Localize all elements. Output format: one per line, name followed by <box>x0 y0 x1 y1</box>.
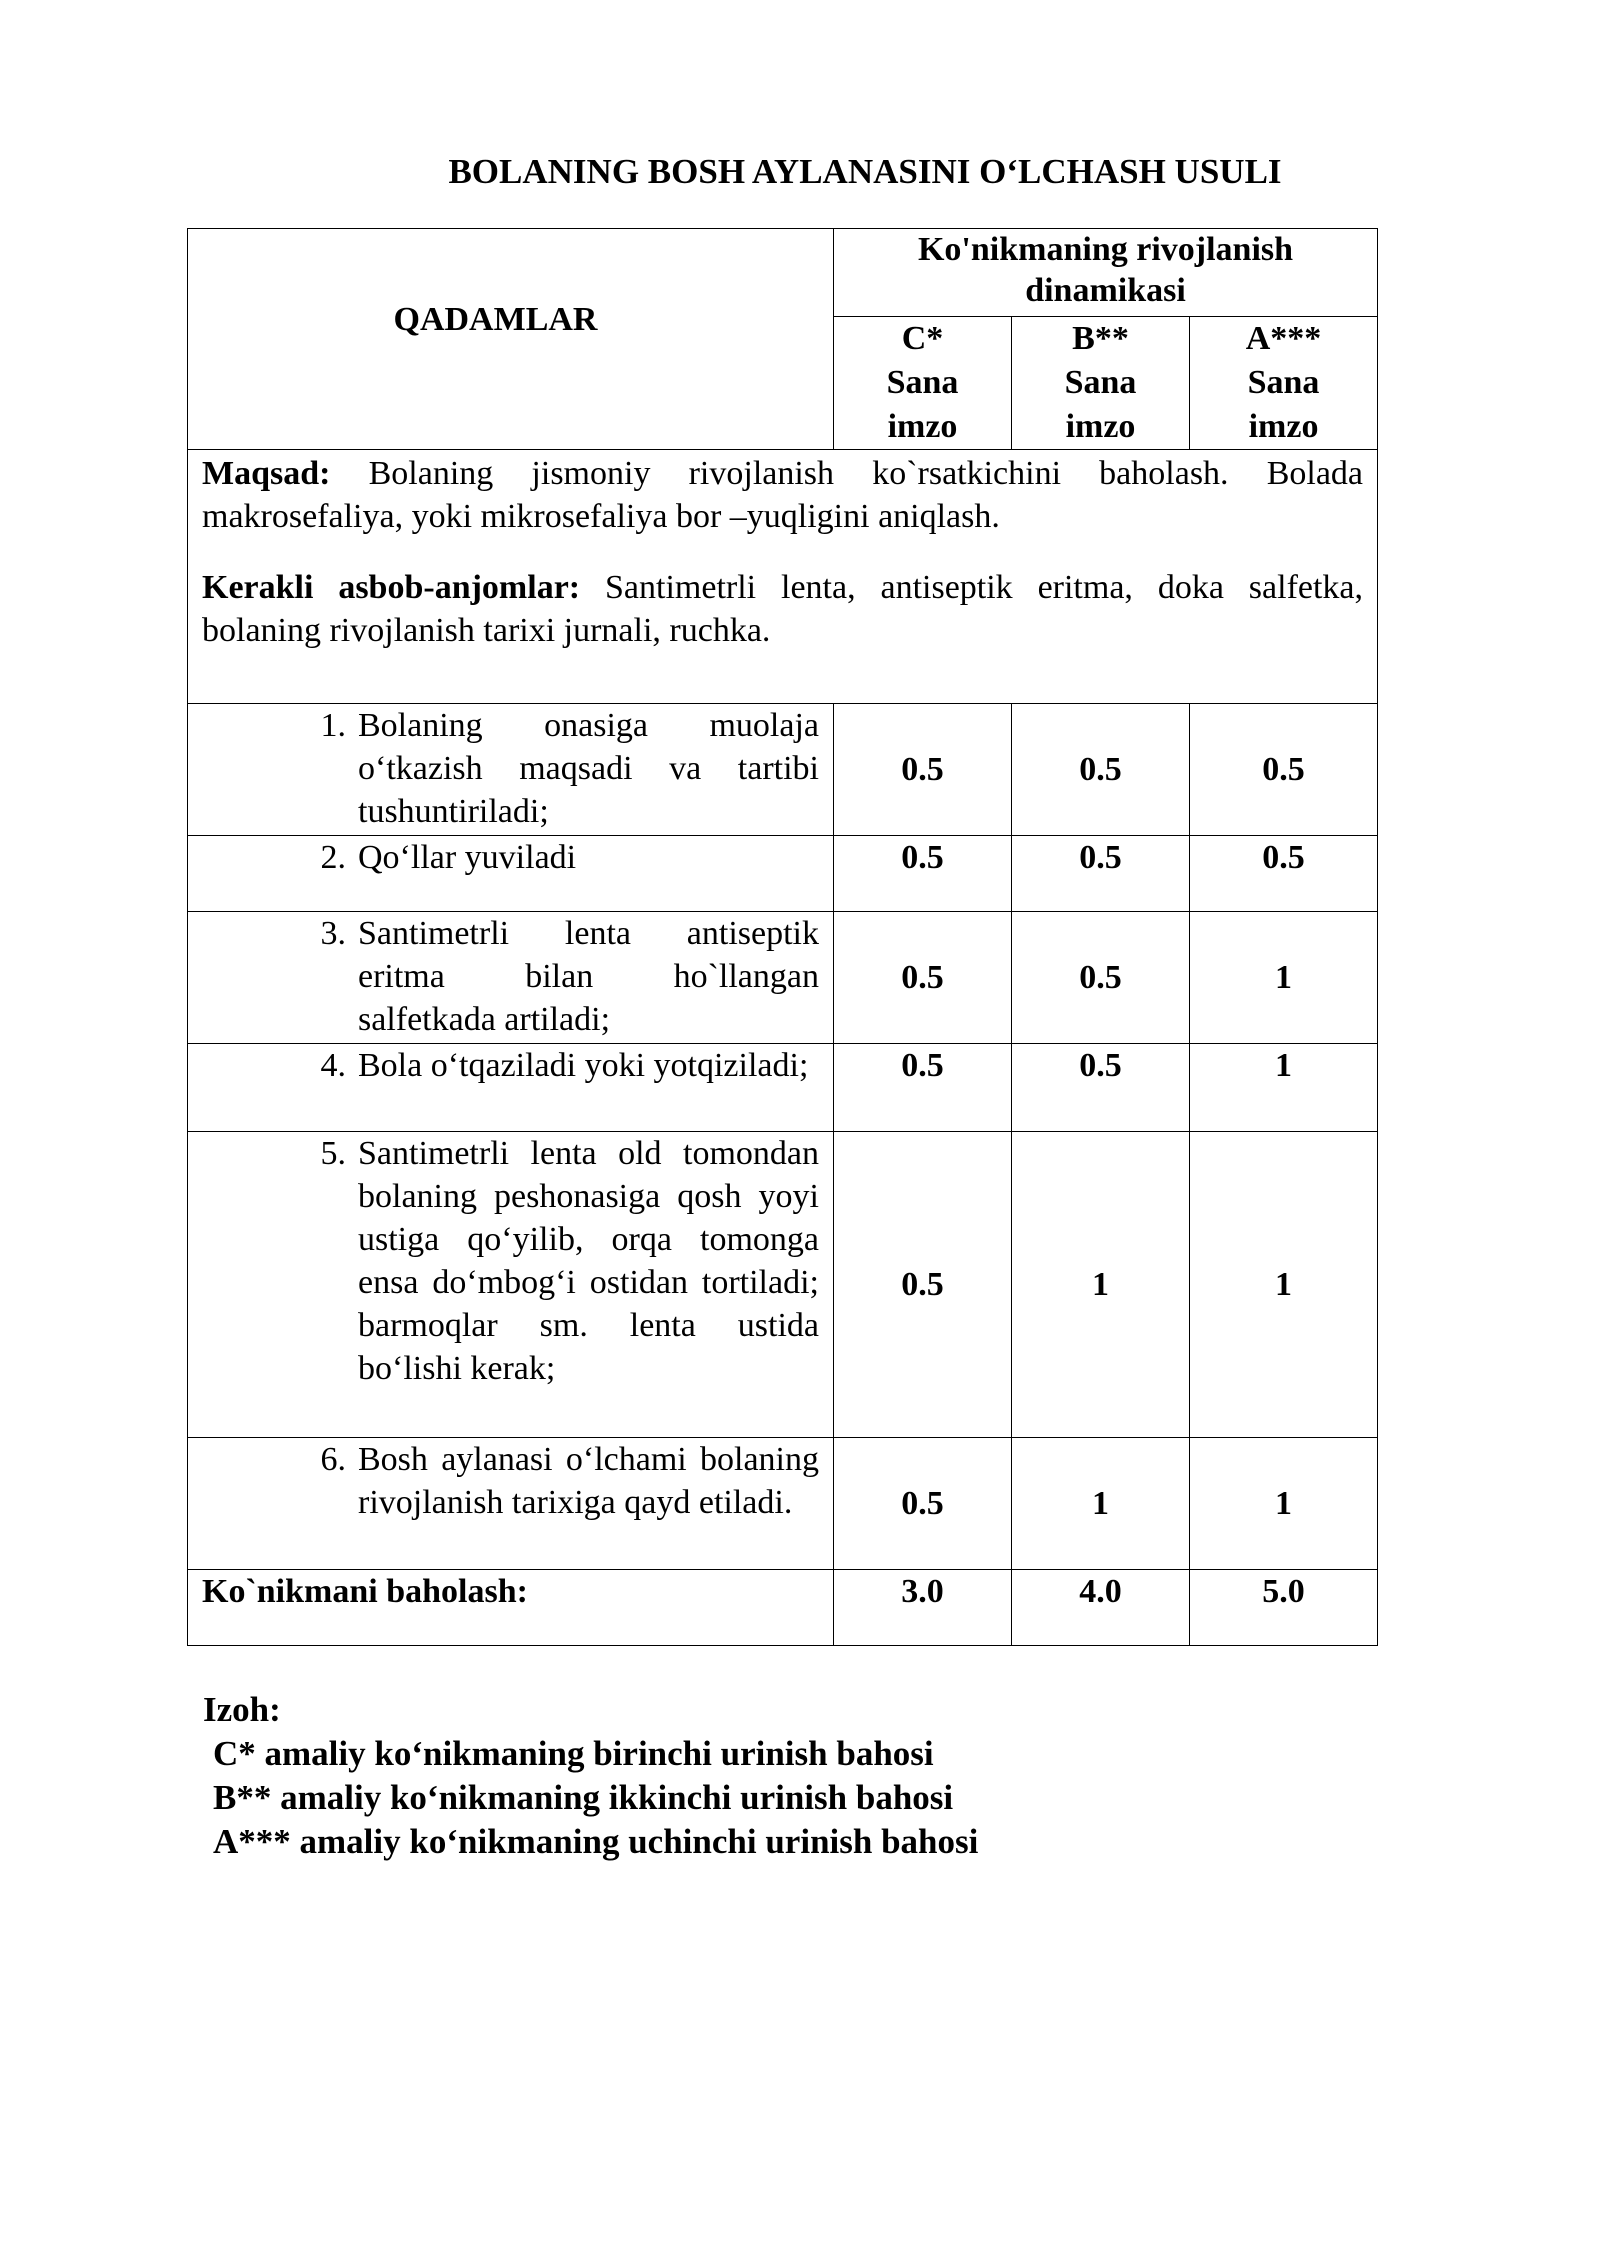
tools-text: Santimetrli lenta, antiseptik eritma, doka salfetka, bolaning rivojlanish tarixi jurnali, ruchka. <box>202 569 1364 649</box>
assessment-table <box>187 228 1378 1646</box>
step-number: 5. <box>320 1135 346 1172</box>
table-row <box>188 704 1378 836</box>
score-c: 0.5 <box>834 1044 1012 1132</box>
score-b: 0.5 <box>1012 1044 1190 1132</box>
grade-signature-label: imzo <box>1065 408 1136 445</box>
total-label: Ko`nikmani baholash: <box>188 1570 834 1646</box>
tools-paragraph <box>202 566 1363 652</box>
score-c: 0.5 <box>834 912 1012 1044</box>
step-cell <box>188 912 834 1044</box>
steps-header <box>188 229 834 450</box>
note-line: A*** amaliy ko‘nikmaning uchinchi urinish bahosi <box>213 1822 979 1861</box>
grade-signature-label: imzo <box>1248 408 1319 445</box>
dynamics-header: Ko'nikmaning rivojlanish dinamikasi <box>834 229 1378 317</box>
table-row <box>188 912 1378 1044</box>
total-row <box>188 1570 1378 1646</box>
score-c: 0.5 <box>834 704 1012 836</box>
table-row <box>188 836 1378 912</box>
table-row <box>188 1438 1378 1570</box>
step-text: Santimetrli lenta old tomondan bolaning peshonasiga qosh yoyi ustiga qo‘yilib, orqa tomonga ensa do‘mbog‘i ostidan tortiladi; barmoqlar sm. lenta ustida bo‘lishi kerak; <box>358 1135 819 1387</box>
score-a: 0.5 <box>1190 836 1378 912</box>
grade-letter: C* <box>901 320 944 357</box>
score-a: 1 <box>1190 1438 1378 1570</box>
purpose-paragraph <box>202 452 1363 538</box>
step-text: Qo‘llar yuviladi <box>358 839 577 876</box>
score-c: 0.5 <box>834 836 1012 912</box>
step-cell <box>188 836 834 912</box>
page-title: BOLANING BOSH AYLANASINI O‘LCHASH USULI <box>448 152 1282 191</box>
step-text: Bosh aylanasi o‘lchami bolaning rivojlanish tarixiga qayd etiladi. <box>358 1441 819 1521</box>
note-line: C* amaliy ko‘nikmaning birinchi urinish bahosi <box>213 1734 934 1773</box>
step-text: Bola o‘tqaziladi yoki yotqiziladi; <box>358 1047 809 1084</box>
step-cell <box>188 1132 834 1438</box>
total-a: 5.0 <box>1190 1570 1378 1646</box>
score-a: 1 <box>1190 912 1378 1044</box>
step-text: Santimetrli lenta antiseptik eritma bilan ho`llangan salfetkada artiladi; <box>358 915 819 1038</box>
total-c: 3.0 <box>834 1570 1012 1646</box>
notes-heading: Izoh: <box>203 1690 281 1729</box>
steps-header-label: QADAMLAR <box>393 300 598 338</box>
intro-cell <box>188 450 1378 704</box>
grade-date-label: Sana <box>886 364 959 401</box>
notes-section <box>203 1688 978 1864</box>
purpose-label: Maqsad: <box>202 455 331 492</box>
score-c: 0.5 <box>834 1438 1012 1570</box>
grade-letter: B** <box>1072 320 1129 357</box>
score-b: 1 <box>1012 1438 1190 1570</box>
grade-date-label: Sana <box>1064 364 1137 401</box>
step-number: 6. <box>320 1441 346 1478</box>
step-number: 2. <box>320 839 346 876</box>
total-b: 4.0 <box>1012 1570 1190 1646</box>
step-cell <box>188 704 834 836</box>
step-text: Bolaning onasiga muolaja o‘tkazish maqsadi va tartibi tushuntiriladi; <box>358 707 819 830</box>
score-a: 0.5 <box>1190 704 1378 836</box>
grade-header-b <box>1012 317 1190 450</box>
step-cell <box>188 1438 834 1570</box>
step-cell <box>188 1044 834 1132</box>
tools-label: Kerakli asbob-anjomlar: <box>202 569 581 606</box>
grade-header-c <box>834 317 1012 450</box>
score-b: 1 <box>1012 1132 1190 1438</box>
header-row <box>188 229 1378 317</box>
step-number: 3. <box>320 915 346 952</box>
grade-header-a <box>1190 317 1378 450</box>
score-c: 0.5 <box>834 1132 1012 1438</box>
step-number: 4. <box>320 1047 346 1084</box>
intro-row <box>188 450 1378 704</box>
grade-letter: A*** <box>1245 320 1322 357</box>
score-a: 1 <box>1190 1044 1378 1132</box>
score-b: 0.5 <box>1012 912 1190 1044</box>
grade-signature-label: imzo <box>887 408 958 445</box>
note-line: B** amaliy ko‘nikmaning ikkinchi urinish bahosi <box>213 1778 954 1817</box>
purpose-text: Bolaning jismoniy rivojlanish ko`rsatkichini baholash. Bolada makrosefaliya, yoki mikrosefaliya bor –yuqligini aniqlash. <box>202 455 1364 535</box>
score-b: 0.5 <box>1012 704 1190 836</box>
table-row <box>188 1044 1378 1132</box>
step-number: 1. <box>320 707 346 744</box>
score-b: 0.5 <box>1012 836 1190 912</box>
score-a: 1 <box>1190 1132 1378 1438</box>
table-row <box>188 1132 1378 1438</box>
grade-date-label: Sana <box>1247 364 1320 401</box>
